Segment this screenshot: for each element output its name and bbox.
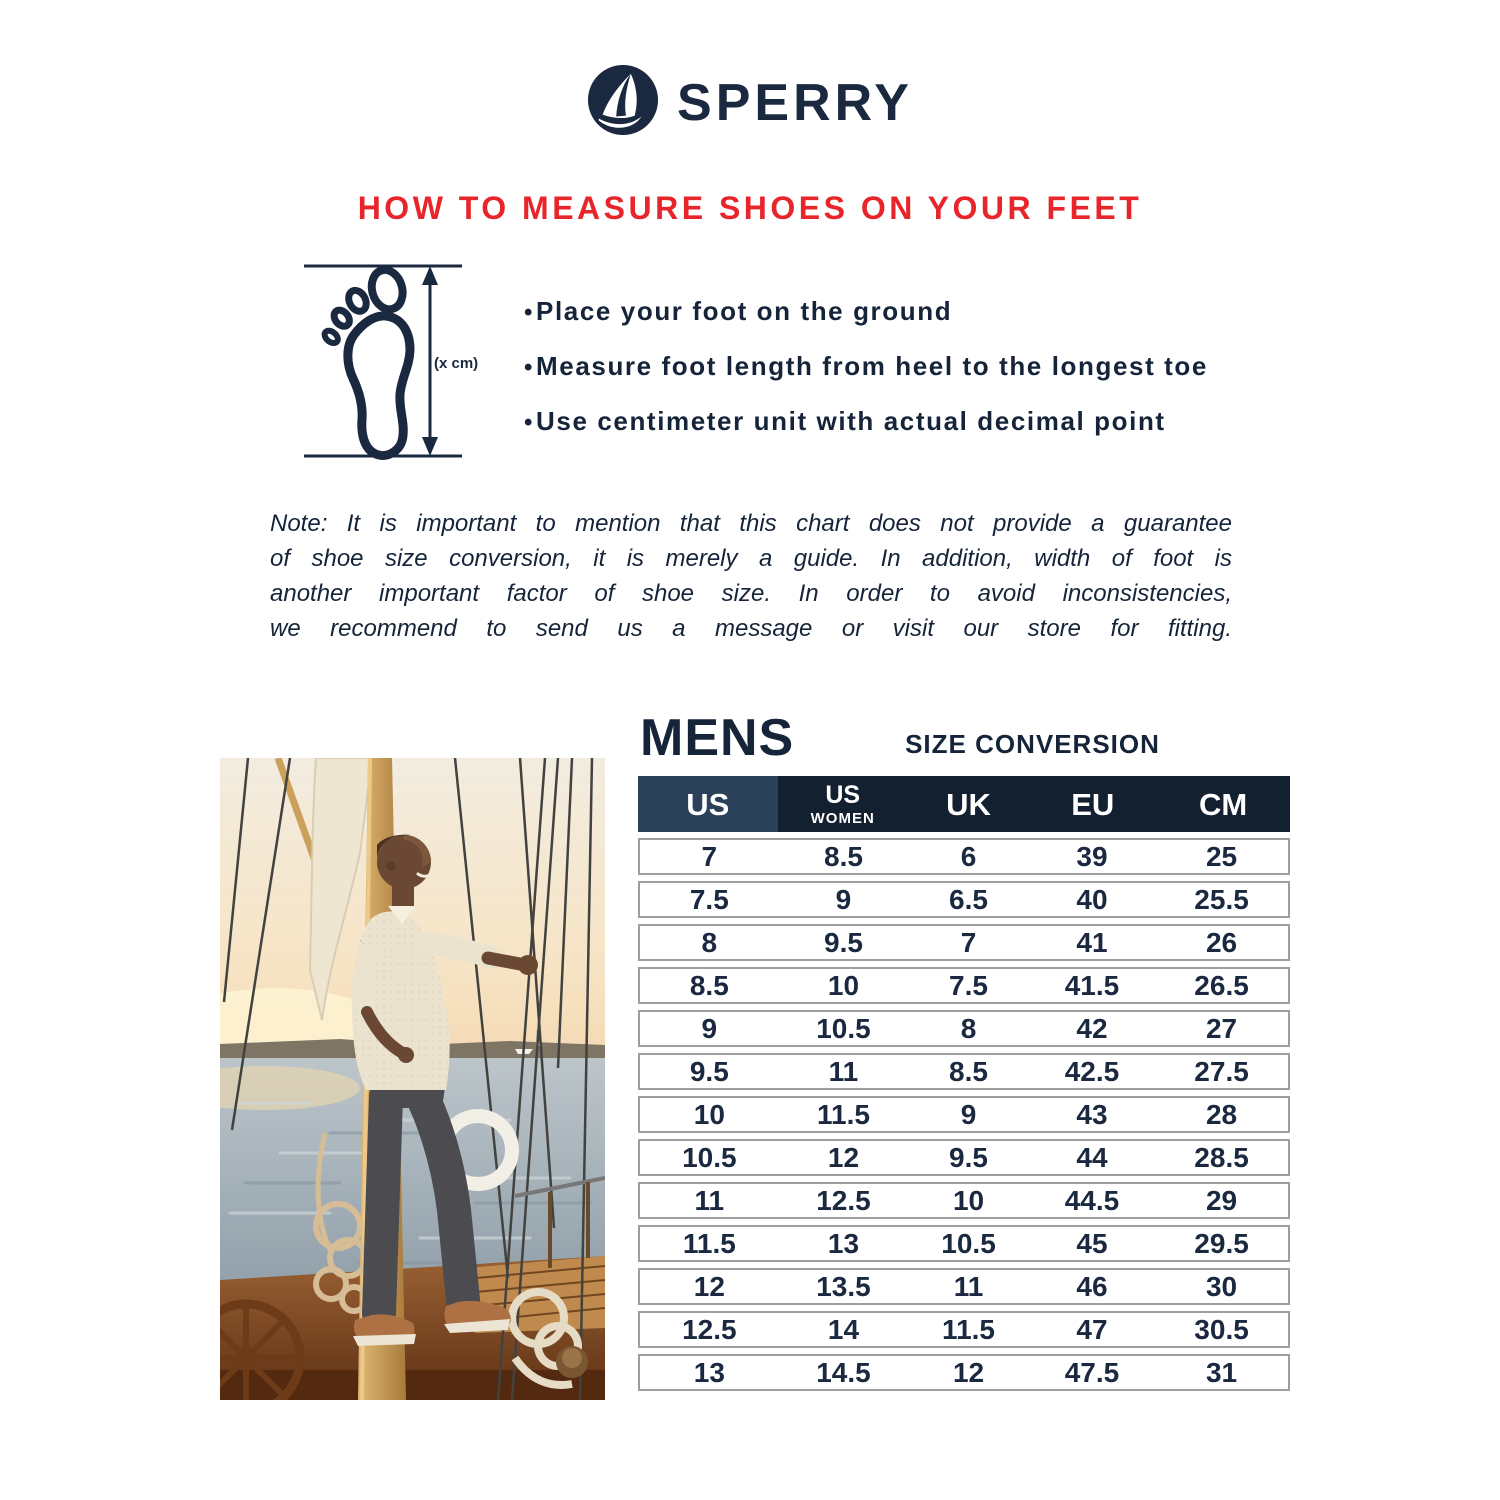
size-cell: 11: [828, 1055, 859, 1087]
column-header-us: US: [638, 776, 778, 832]
size-cell: 9.5: [689, 1055, 729, 1087]
instruction-item: • Measure foot length from heel to the longest toe: [524, 351, 1208, 382]
size-cell: 30.5: [1194, 1313, 1249, 1345]
size-cell: 14.5: [816, 1356, 871, 1388]
size-cell: 10: [693, 1098, 725, 1130]
size-cell: 44: [1076, 1141, 1108, 1173]
size-cell: 25: [1205, 840, 1238, 872]
note-line: of shoe size conversion, it is merely a guide. In addition, width of foot is: [270, 545, 1232, 572]
table-row: [638, 1010, 1290, 1047]
size-cell: 11: [953, 1270, 984, 1302]
size-cell: 44.5: [1064, 1184, 1120, 1216]
sperry-sailboat-logo-icon: [587, 64, 659, 141]
size-cell: 10.5: [816, 1012, 871, 1044]
table-row: [638, 1053, 1290, 1090]
instruction-item: • Use centimeter unit with actual decimal point: [524, 406, 1208, 437]
note-line: another important factor of shoe size. In order to avoid inconsistencies,: [270, 580, 1232, 607]
size-cell: 43: [1076, 1098, 1108, 1130]
brand-logo: [0, 64, 1500, 141]
column-header-cm: CM: [1199, 786, 1248, 822]
size-cell: 47.5: [1064, 1356, 1120, 1388]
table-row: [638, 838, 1290, 875]
size-cell: 7: [701, 840, 718, 872]
table-row: [638, 1182, 1290, 1219]
size-cell: 46: [1076, 1270, 1108, 1302]
size-cell: 8.5: [824, 840, 863, 872]
table-row: [638, 924, 1290, 961]
size-cell: 9.5: [949, 1141, 988, 1173]
instruction-item: • Place your foot on the ground: [524, 296, 1208, 327]
size-cell: 9: [960, 1098, 977, 1130]
size-cell: 26.5: [1194, 969, 1249, 1001]
size-table-header: [638, 776, 1290, 832]
size-cell: 40: [1076, 883, 1108, 915]
column-header-us-women: US WOMEN: [810, 780, 875, 827]
size-section-header: [638, 700, 1290, 772]
size-cell: 13.5: [816, 1270, 871, 1302]
size-cell: 41.5: [1064, 969, 1120, 1001]
size-cell: 11.5: [942, 1313, 995, 1345]
size-cell: 28: [1205, 1098, 1238, 1130]
size-cell: 27.5: [1194, 1055, 1249, 1087]
section-title: MENS: [640, 709, 795, 767]
size-cell: 29.5: [1194, 1227, 1249, 1259]
size-cell: 13: [827, 1227, 860, 1259]
size-cell: 6: [960, 840, 977, 872]
size-cell: 9: [835, 883, 852, 915]
note-line: Note: It is important to mention that this chart does not provide a guarantee: [270, 510, 1232, 537]
size-cell: 31: [1205, 1356, 1238, 1388]
size-cell: 12: [693, 1270, 725, 1302]
size-cell: 10.5: [941, 1227, 996, 1259]
table-row: [638, 881, 1290, 918]
size-cell: 9: [701, 1012, 718, 1044]
size-cell: 10: [952, 1184, 985, 1216]
size-cell: 12.5: [816, 1184, 871, 1216]
size-cell: 7: [960, 926, 977, 958]
column-header-eu: EU: [1071, 786, 1115, 822]
size-cell: 13: [693, 1356, 725, 1388]
size-cell: 28.5: [1194, 1141, 1249, 1173]
size-cell: 42: [1076, 1012, 1108, 1044]
size-cell: 12.5: [682, 1313, 737, 1345]
table-row: [638, 967, 1290, 1004]
table-row: [638, 1354, 1290, 1391]
size-cell: 45: [1076, 1227, 1108, 1259]
sailboat-photo: [220, 758, 605, 1400]
size-cell: 7.5: [689, 883, 729, 915]
size-cell: 6.5: [949, 883, 988, 915]
table-row: [638, 1096, 1290, 1133]
size-cell: 42.5: [1064, 1055, 1120, 1087]
brand-name: SPERRY: [677, 73, 913, 132]
size-cell: 8.5: [949, 1055, 988, 1087]
size-cell: 11.5: [682, 1227, 736, 1259]
size-cell: 30: [1205, 1270, 1238, 1302]
size-cell: 9.5: [824, 926, 863, 958]
size-cell: 27: [1205, 1012, 1238, 1044]
column-header-uk: UK: [946, 786, 991, 822]
table-row: [638, 1225, 1290, 1262]
size-table-rows: [638, 838, 1290, 1397]
size-cell: 8: [701, 926, 718, 958]
size-cell: 47: [1076, 1313, 1108, 1345]
size-cell: 11.5: [816, 1098, 870, 1130]
note-line: we recommend to send us a message or visit our store for fitting.: [270, 615, 1232, 642]
section-subtitle: SIZE CONVERSION: [905, 729, 1160, 759]
size-cell: 25.5: [1194, 883, 1249, 915]
table-row: [638, 1311, 1290, 1348]
size-cell: 11: [694, 1184, 725, 1216]
page-title: HOW TO MEASURE SHOES ON YOUR FEET: [357, 190, 1143, 226]
size-cell: 12: [952, 1356, 985, 1388]
size-cell: 10.5: [682, 1141, 737, 1173]
instruction-list: [524, 296, 1208, 461]
measurement-label: (x cm): [434, 355, 479, 372]
foot-measurement-diagram: [300, 256, 480, 473]
disclaimer-note: [270, 506, 1232, 646]
table-row: [638, 1268, 1290, 1305]
size-cell: 41: [1076, 926, 1108, 958]
table-row: [638, 1139, 1290, 1176]
size-cell: 7.5: [949, 969, 988, 1001]
size-cell: 26: [1205, 926, 1238, 958]
size-cell: 12: [827, 1141, 860, 1173]
size-cell: 14: [827, 1313, 860, 1345]
size-cell: 8: [960, 1012, 977, 1044]
size-cell: 39: [1076, 840, 1108, 872]
size-cell: 29: [1205, 1184, 1238, 1216]
size-cell: 8.5: [689, 969, 729, 1001]
size-cell: 10: [827, 969, 860, 1001]
